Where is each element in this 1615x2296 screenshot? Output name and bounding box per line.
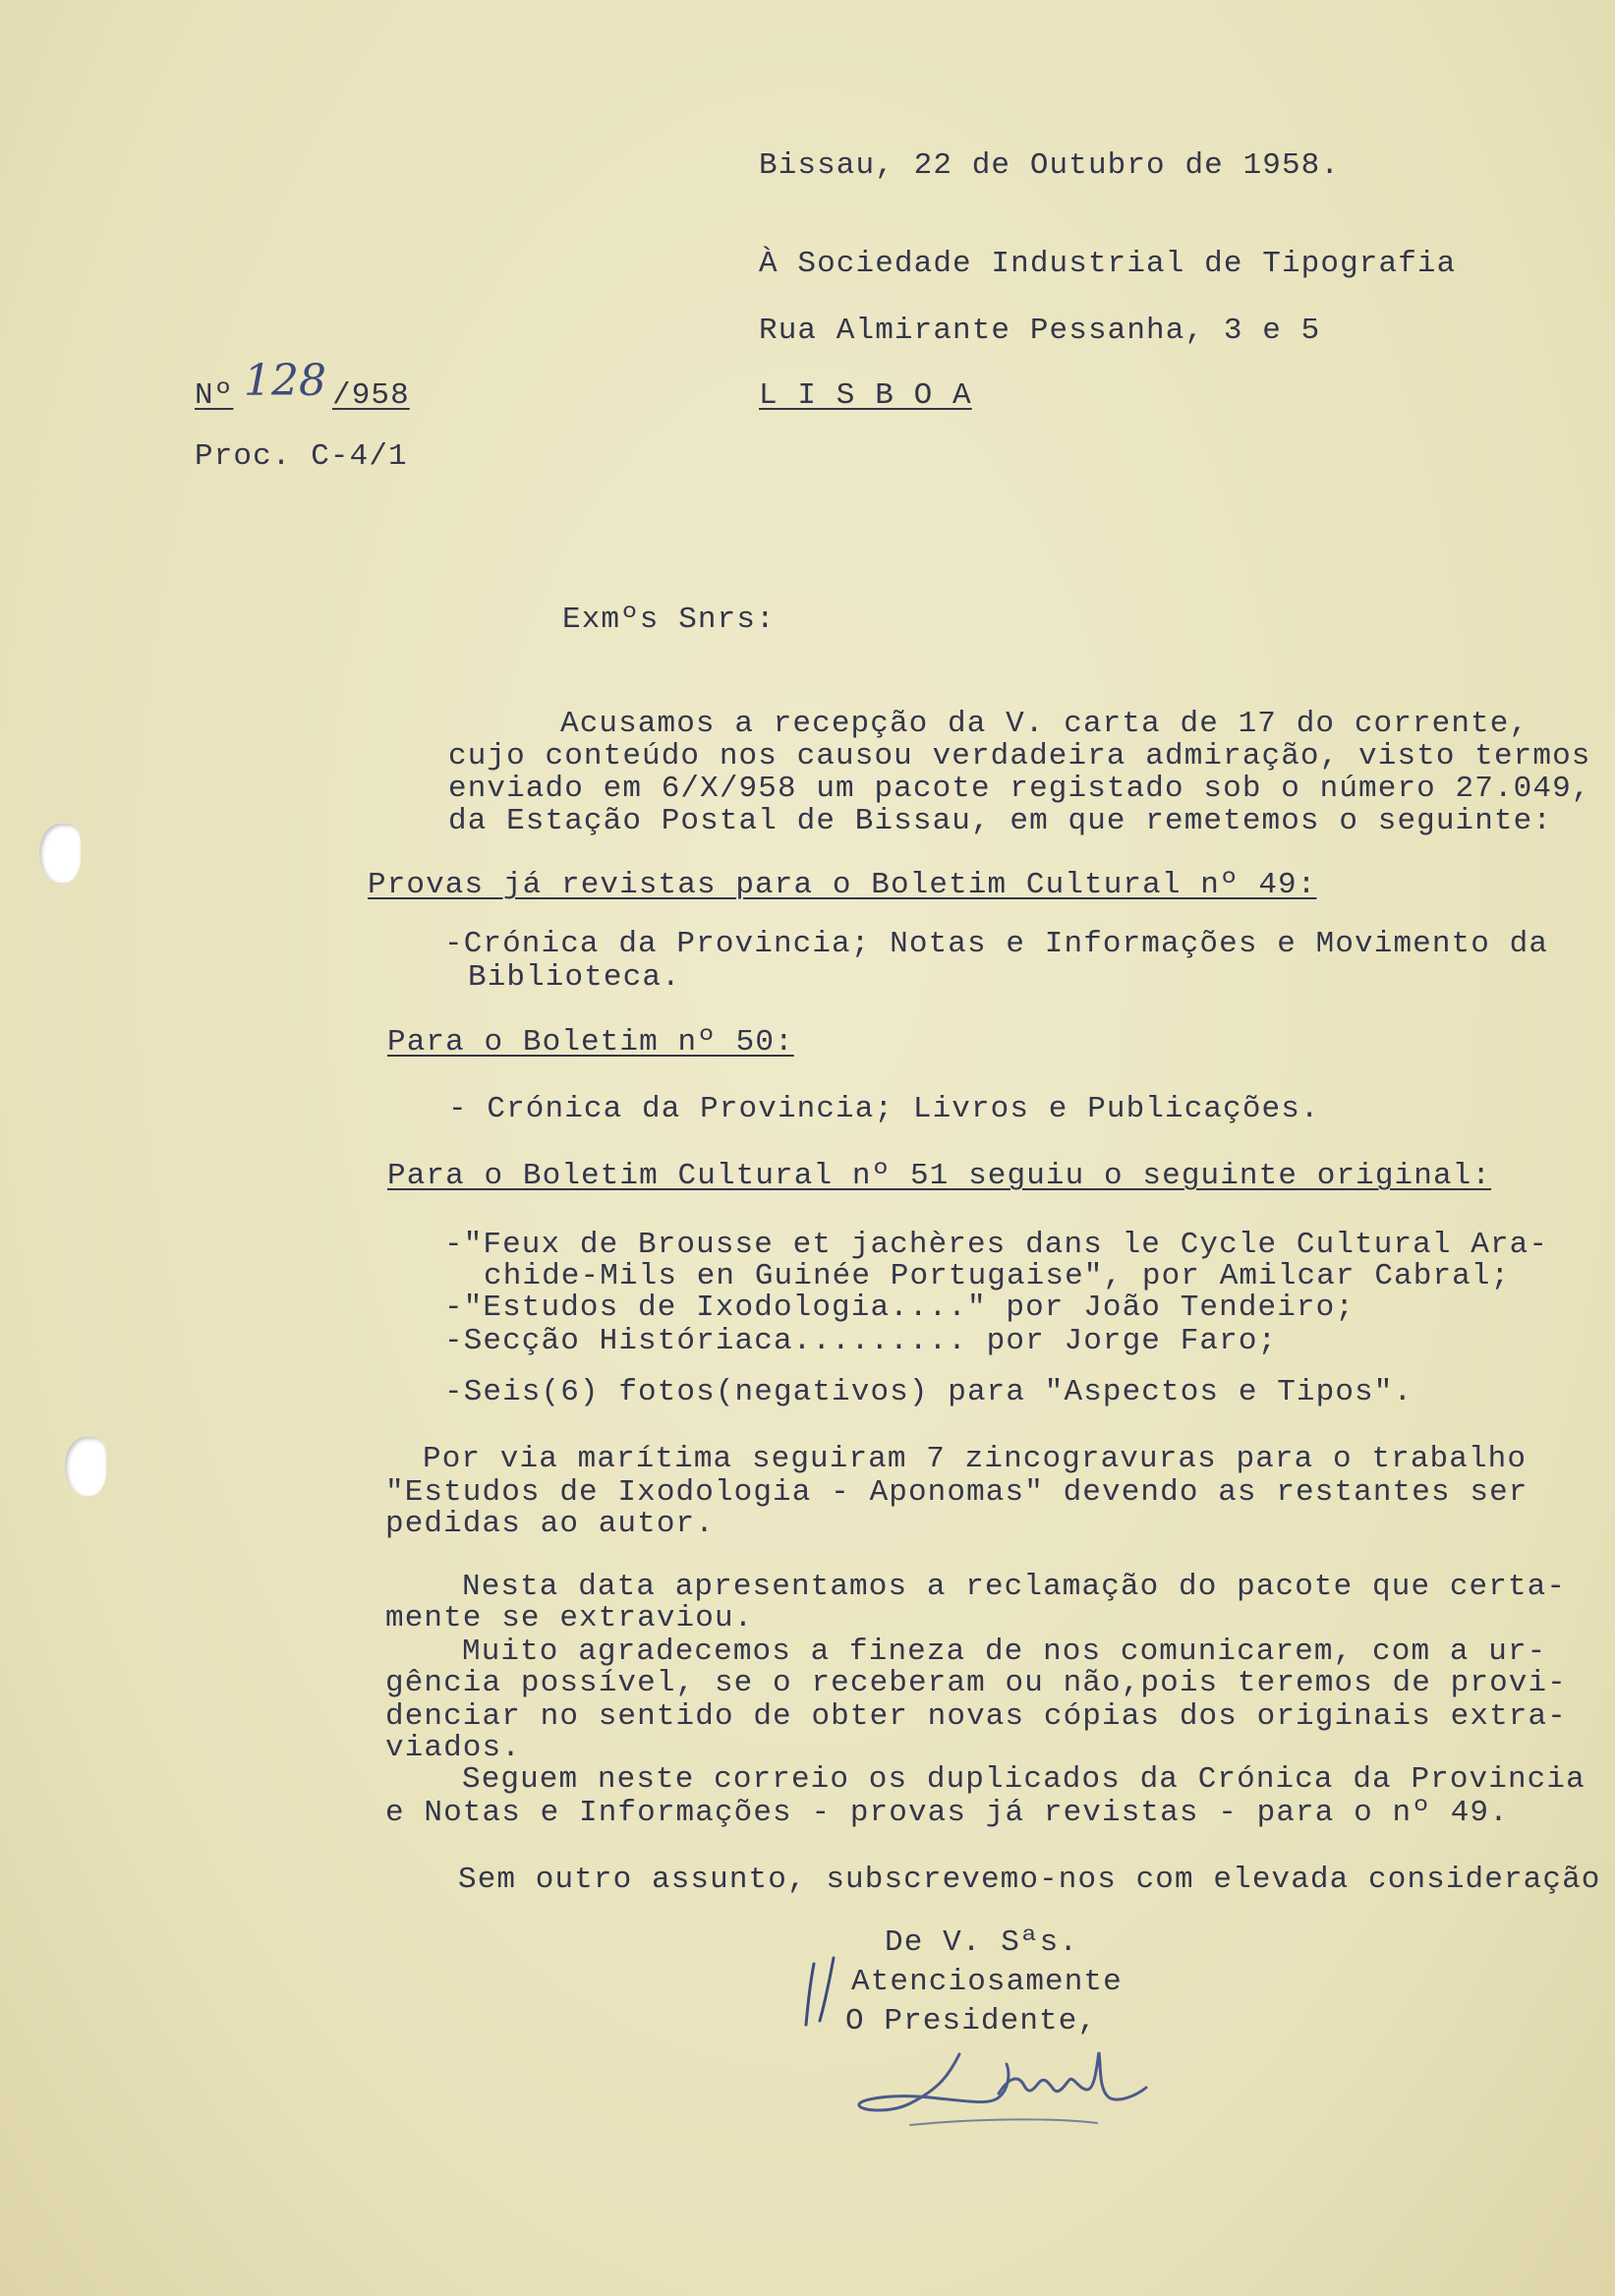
salutation: Exmºs Snrs: <box>562 603 776 637</box>
recipient-city: L I S B O A <box>759 378 972 413</box>
handwritten-signature <box>851 2035 1166 2143</box>
reference-year: /958 <box>332 378 410 413</box>
recipient-address: Rua Almirante Pessanha, 3 e 5 <box>759 314 1321 348</box>
paragraph-line: Nesta data apresentamos a reclamação do pacote que certa- <box>462 1570 1567 1604</box>
section-heading-boletim-49: Provas já revistas para o Boletim Cultural nº 49: <box>368 868 1317 902</box>
list-item: -Crónica da Provincia; Notas e Informações e Movimento da <box>444 927 1549 961</box>
list-item: -Secção Históriaca......... por Jorge Faro; <box>444 1324 1278 1358</box>
paragraph-line: cujo conteúdo nos causou verdadeira admiração, visto termos <box>448 739 1591 774</box>
paragraph-line: Seguem neste correio os duplicados da Crónica da Provincia <box>462 1762 1586 1797</box>
section-heading-boletim-50: Para o Boletim nº 50: <box>387 1025 794 1060</box>
paragraph-line: pedidas ao autor. <box>385 1507 715 1541</box>
list-item: Biblioteca. <box>468 960 681 995</box>
punch-hole-bottom <box>65 1437 106 1496</box>
signature-title: O Presidente, <box>845 2004 1098 2038</box>
paragraph-line: Muito agradecemos a fineza de nos comunicarem, com a ur- <box>462 1635 1547 1669</box>
list-item: -"Estudos de Ixodologia...." por João Tendeiro; <box>444 1291 1355 1325</box>
reference-handwritten-number: 128 <box>244 356 326 406</box>
paragraph-line: denciar no sentido de obter novas cópias dos originais extra- <box>385 1699 1567 1734</box>
process-reference: Proc. C-4/1 <box>195 439 408 474</box>
paragraph-line: viados. <box>385 1731 521 1765</box>
paragraph-line: "Estudos de Ixodologia - Aponomas" devendo as restantes ser <box>385 1475 1528 1510</box>
section-heading-boletim-51: Para o Boletim Cultural nº 51 seguiu o seguinte original: <box>387 1159 1492 1193</box>
paragraph-line: da Estação Postal de Bissau, em que remetemos o seguinte: <box>448 804 1553 838</box>
paragraph-line: e Notas e Informações - provas já revistas - para o nº 49. <box>385 1796 1509 1830</box>
paragraph-line: Por via marítima seguiram 7 zincogravuras para o trabalho <box>423 1442 1528 1476</box>
list-item: chide-Mils en Guinée Portugaise", por Amilcar Cabral; <box>484 1259 1511 1293</box>
paragraph-line: enviado em 6/X/958 um pacote registado sob o número 27.049, <box>448 772 1591 806</box>
punch-hole-top <box>39 824 81 883</box>
list-item: -"Feux de Brousse et jachères dans le Cycle Cultural Ara- <box>444 1228 1549 1262</box>
paragraph-line: Acusamos a recepção da V. carta de 17 do corrente, <box>560 707 1529 741</box>
list-item: -Seis(6) fotos(negativos) para "Aspectos e Tipos". <box>444 1375 1413 1409</box>
list-item: - Crónica da Provincia; Livros e Publicações. <box>448 1092 1320 1126</box>
reference-prefix: Nº <box>195 378 234 413</box>
paragraph-line: mente se extraviou. <box>385 1601 754 1636</box>
initials-mark <box>794 1956 853 2035</box>
recipient-name: À Sociedade Industrial de Tipografia <box>759 247 1457 281</box>
paragraph-line: gência possível, se o receberam ou não,pois teremos de provi- <box>385 1666 1567 1700</box>
signature-salutation: De V. Sªs. <box>885 1925 1079 1960</box>
closing-line: Sem outro assunto, subscrevemo-nos com elevada consideração <box>458 1863 1601 1897</box>
signature-closing: Atenciosamente <box>851 1965 1123 1999</box>
date-line: Bissau, 22 de Outubro de 1958. <box>759 148 1341 183</box>
